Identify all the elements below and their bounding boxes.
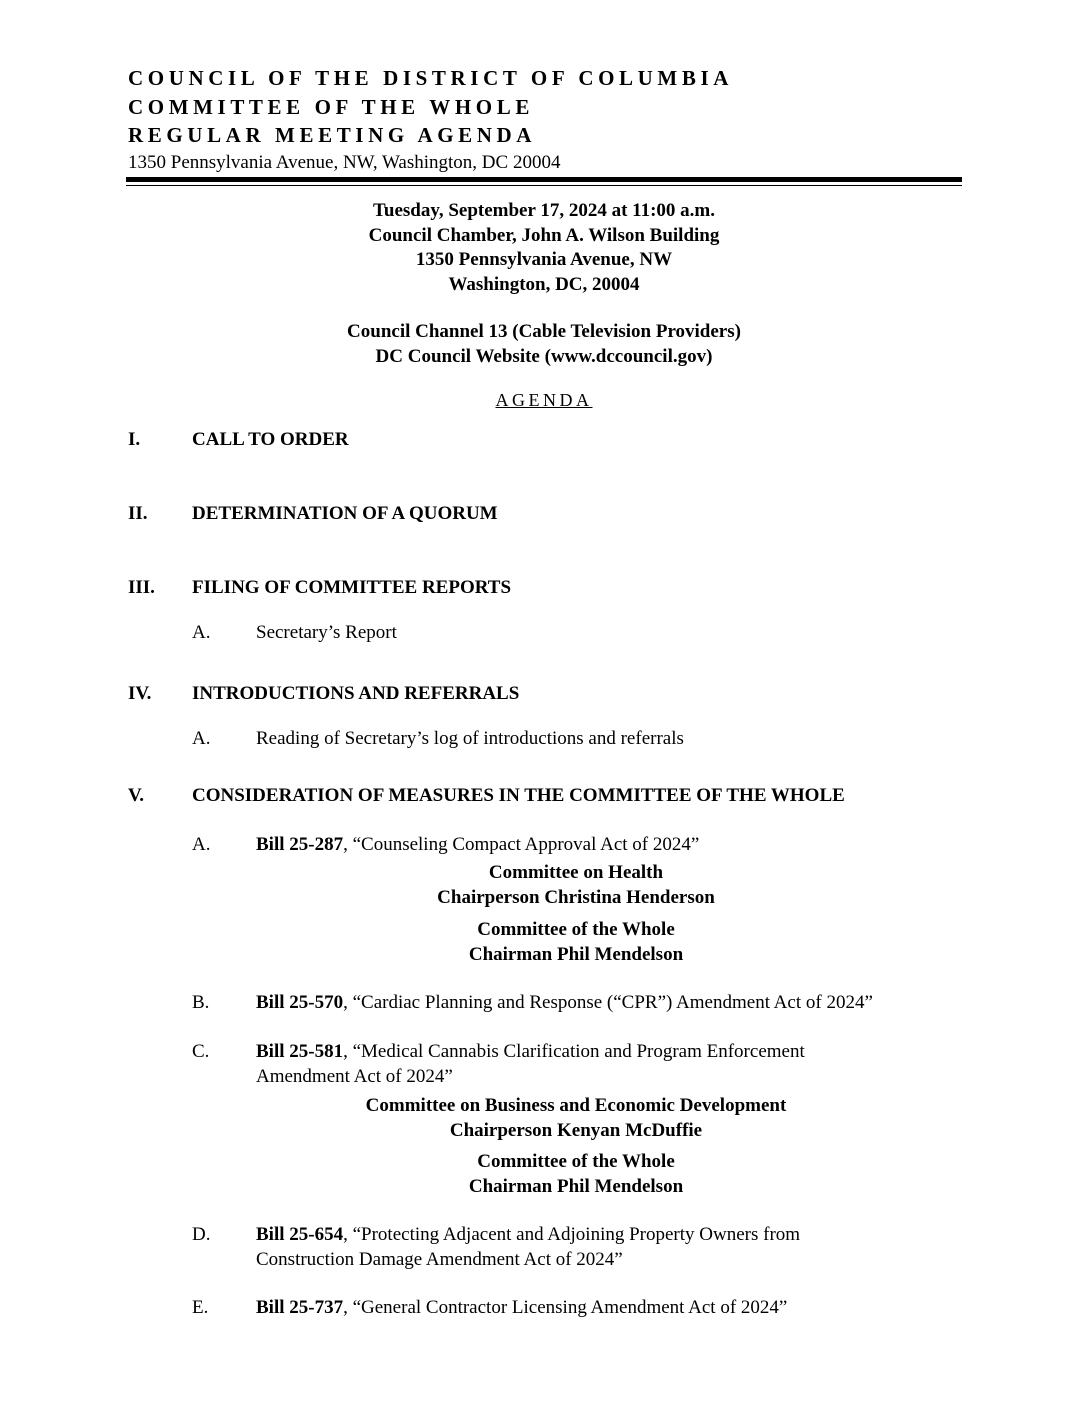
committee-name: Committee of the Whole [477, 919, 675, 940]
section-title-committee-reports: FILING OF COMMITTEE REPORTS [192, 577, 512, 598]
item-letter: A. [192, 834, 211, 855]
item-secretarys-report: Secretary’s Report [256, 622, 397, 643]
section-number: II. [128, 503, 148, 524]
broadcast-channel: Council Channel 13 (Cable Television Providers) [347, 321, 741, 342]
committee-chair: Chairperson Christina Henderson [437, 887, 715, 908]
bill-title: , “Counseling Compact Approval Act of 2024” [343, 834, 700, 855]
committee-name: Committee on Business and Economic Development [365, 1095, 787, 1116]
bill-title: , “Medical Cannabis Clarification and Program Enforcement Amendment Act of 2024” [256, 1041, 805, 1087]
meeting-location: Council Chamber, John A. Wilson Building [368, 224, 720, 246]
bill-item [256, 1040, 876, 1089]
bill-item [256, 1296, 956, 1321]
committee-assignment [256, 917, 896, 967]
bill-number: Bill 25-287 [256, 834, 344, 855]
item-letter: B. [192, 992, 210, 1013]
item-letter: A. [192, 728, 211, 749]
section-number: III. [128, 577, 155, 598]
item-letter: C. [192, 1041, 210, 1062]
committee-name: Committee on Health [488, 862, 664, 883]
committee-name: Committee of the Whole [477, 1151, 675, 1172]
meeting-info [0, 199, 1088, 297]
section-number: I. [128, 429, 141, 450]
item-letter: D. [192, 1224, 211, 1245]
bill-item [256, 991, 956, 1016]
meeting-datetime: Tuesday, September 17, 2024 at 11:00 a.m. [372, 200, 716, 221]
committee-assignment [256, 860, 896, 910]
item-reading-log: Reading of Secretary’s log of introductions and referrals [256, 728, 684, 749]
header-rule-thick [126, 177, 962, 182]
bill-number: Bill 25-737 [256, 1297, 344, 1318]
committee-assignment [256, 1149, 896, 1199]
committee-chair: Chairperson Kenyan McDuffie [449, 1120, 703, 1141]
bill-title: , “Protecting Adjacent and Adjoining Property Owners from Construction Damage Amendment Act of 2024” [256, 1224, 801, 1270]
section-title-quorum: DETERMINATION OF A QUORUM [192, 503, 498, 524]
bill-title: , “General Contractor Licensing Amendment Act of 2024” [343, 1297, 788, 1318]
council-address: 1350 Pennsylvania Avenue, NW, Washington, DC 20004 [128, 151, 561, 173]
letterhead [128, 64, 733, 174]
broadcast-website: DC Council Website (www.dccouncil.gov) [375, 345, 713, 367]
item-letter: A. [192, 622, 211, 643]
agenda-heading: AGENDA [495, 390, 593, 410]
meeting-street: 1350 Pennsylvania Avenue, NW [415, 249, 673, 270]
committee-assignment [256, 1093, 896, 1143]
bill-item [256, 833, 956, 858]
document-type: REGULAR MEETING AGENDA [128, 123, 537, 147]
committee-name: COMMITTEE OF THE WHOLE [128, 94, 534, 119]
section-title-introductions: INTRODUCTIONS AND REFERRALS [192, 683, 520, 704]
header-rule-thin [126, 185, 962, 186]
broadcast-info [0, 320, 1088, 369]
item-letter: E. [192, 1297, 209, 1318]
meeting-city: Washington, DC, 20004 [448, 273, 640, 295]
section-title-measures: CONSIDERATION OF MEASURES IN THE COMMITTEE OF THE WHOLE [192, 785, 845, 806]
section-number: IV. [128, 683, 152, 704]
section-number: V. [128, 785, 145, 806]
bill-number: Bill 25-570 [256, 992, 344, 1013]
section-title-call-to-order: CALL TO ORDER [192, 429, 349, 450]
bill-number: Bill 25-654 [256, 1224, 344, 1245]
bill-number: Bill 25-581 [256, 1041, 344, 1062]
bill-item [256, 1223, 896, 1272]
bill-title: , “Cardiac Planning and Response (“CPR”) Amendment Act of 2024” [343, 992, 873, 1013]
committee-chair: Chairman Phil Mendelson [468, 944, 684, 965]
council-name: COUNCIL OF THE DISTRICT OF COLUMBIA [128, 66, 733, 90]
committee-chair: Chairman Phil Mendelson [468, 1176, 684, 1197]
